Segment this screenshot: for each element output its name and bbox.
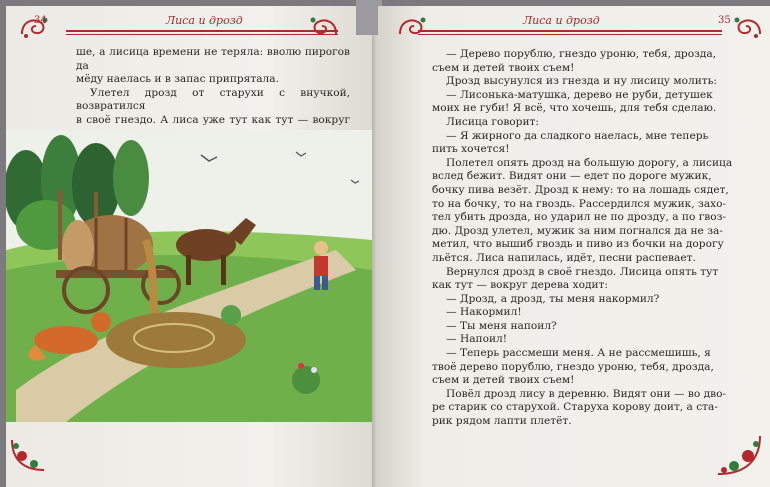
text-line: бочку пива везёт. Дрозд к нему: то на лошадь сядет, [432, 183, 729, 196]
paragraph [432, 75, 734, 89]
text-line: в своё гнездо. А лиса уже тут как тут — вокруг [76, 113, 350, 126]
text-line: твоё дерево порублю, гнездо уроню, тебя, дрозда, [432, 360, 714, 373]
text-line: — Ты меня напоил? [446, 319, 557, 332]
right-body-text [432, 48, 734, 429]
paragraph [432, 320, 734, 334]
text-line: съем и детей твоих съем! [432, 374, 575, 387]
header-ornament-icon [396, 14, 430, 40]
text-line: то на бочку, то на гвоздь. Рассердился мужик, захо- [432, 197, 727, 210]
header-ornament-icon [306, 14, 340, 40]
text-line: Лисица говорит: [446, 115, 539, 128]
left-page [6, 6, 378, 487]
text-line: — Напоил! [446, 333, 508, 346]
text-line: рик рядом лапти плетёт. [432, 415, 572, 428]
story-illustration [6, 130, 372, 422]
text-line: льётся. Лиса напилась, идёт, песни распевает. [432, 251, 696, 264]
paragraph [432, 333, 734, 347]
text-line: как тут — вокруг дерева ходит: [432, 279, 608, 292]
corner-ornament-icon [730, 14, 764, 40]
text-line: вслед бежит. Видят они — едет по дороге мужик, [432, 170, 712, 183]
page-number: 35 [718, 15, 731, 26]
text-line: — Теперь рассмеши меня. А не рассмешишь, я [446, 347, 711, 360]
text-line: — Дрозд, а дрозд, ты меня накормил? [446, 292, 660, 305]
text-line: моих не губи! Я всё, что хочешь, для тебя сделаю. [432, 102, 717, 115]
paragraph [432, 293, 734, 307]
text-line: мёду наелась и в запас припрятала. [76, 73, 279, 86]
bottom-corner-ornament-icon [8, 436, 52, 476]
text-line: Улетел дрозд от старухи с внучкой, возвратился [76, 86, 350, 113]
text-line: Полетел опять дрозд на большую дорогу, а лисица [446, 156, 733, 169]
paragraph [76, 46, 350, 87]
text-line: Дрозд высунулся из гнезда и ну лисицу молить: [446, 75, 717, 88]
paragraph [432, 116, 734, 130]
text-line: пить хочется! [432, 143, 510, 156]
text-line: съем и детей твоих съем! [432, 61, 575, 74]
header-rule [66, 30, 338, 32]
text-line: Вернулся дрозд в своё гнездо. Лисица опять тут [446, 265, 719, 278]
text-line: тел убить дрозда, но ударил не по дрозду, а по гвоз- [432, 211, 726, 224]
text-line: Повёл дрозд лису в деревню. Видят они — во дво- [446, 387, 727, 400]
paragraph [432, 306, 734, 320]
right-page [378, 6, 770, 487]
text-line: — Накормил! [446, 306, 522, 319]
paragraph [432, 48, 734, 75]
text-line: — Дерево порублю, гнездо уроню, тебя, дрозда, [446, 48, 717, 60]
text-line: — Лисонька-матушка, дерево не руби, детушек [446, 88, 713, 101]
running-head: Лиса и дрозд [166, 14, 243, 27]
text-line: дю. Дрозд улетел, мужик за ним погнался да не за- [432, 224, 723, 237]
paragraph [432, 347, 734, 388]
running-head: Лиса и дрозд [523, 14, 600, 27]
text-line: — Я жирного да сладкого наелась, мне теперь [446, 129, 709, 142]
bottom-corner-ornament-icon [708, 432, 764, 480]
text-line: ре старик со старухой. Старуха корову доит, а ста- [432, 401, 718, 414]
paragraph [432, 157, 734, 266]
paragraph [432, 89, 734, 116]
text-line: ше, а лисица времени не теряла: вволю пирогов да [76, 46, 350, 72]
paragraph [432, 130, 734, 157]
header-rule [418, 30, 722, 32]
paragraph [432, 388, 734, 429]
paragraph [432, 266, 734, 293]
page-number: 34 [34, 15, 47, 26]
text-line: метил, что вышиб гвоздь и пиво из бочки на дорогу [432, 238, 724, 251]
